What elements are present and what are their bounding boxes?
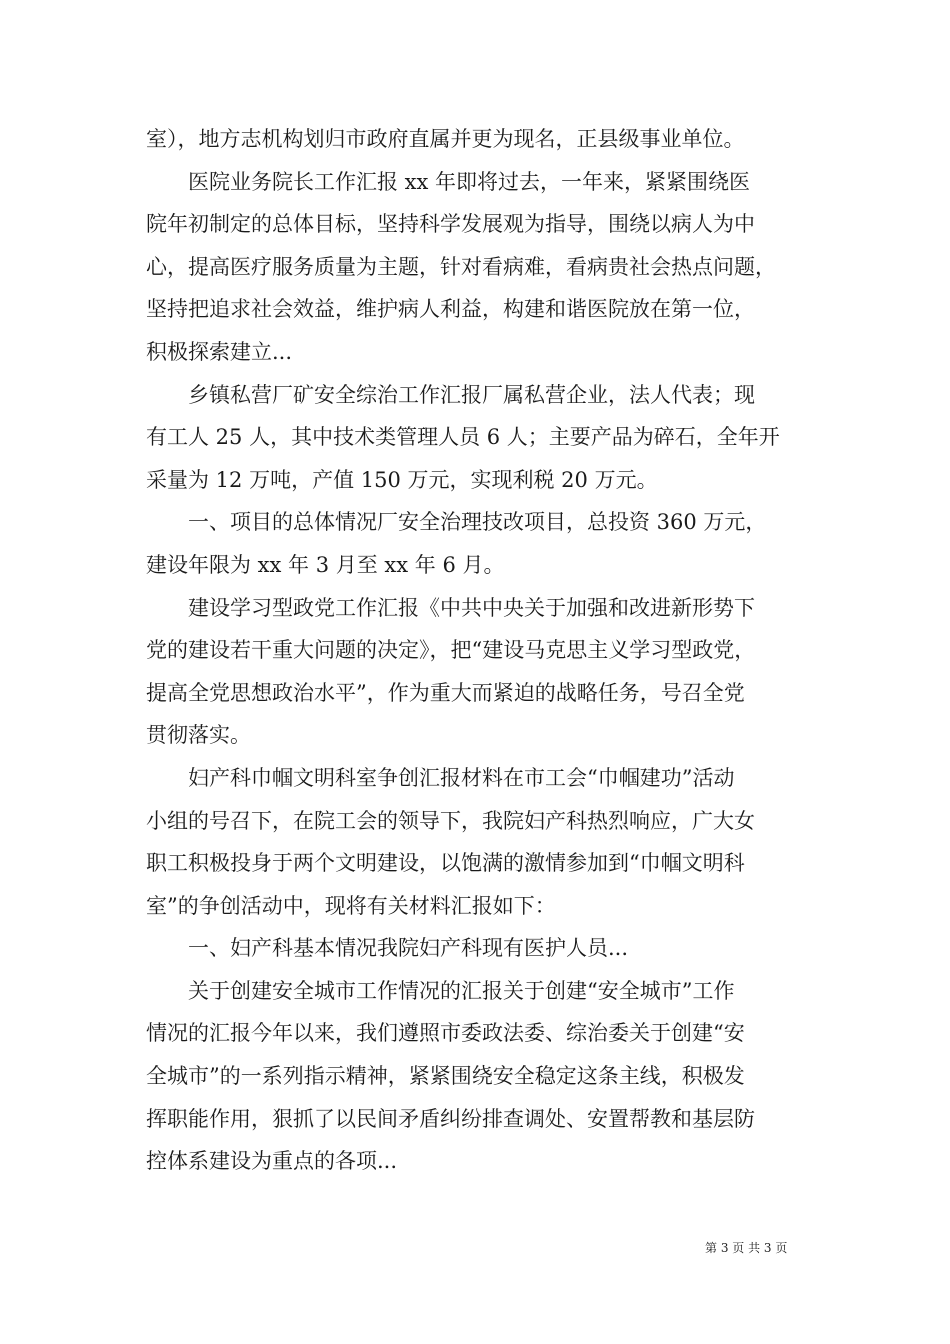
text-line: 建设年限为 xx 年 3 月至 xx 年 6 月。: [146, 552, 505, 577]
text-line: 乡镇私营厂矿安全综治工作汇报厂属私营企业，法人代表；现: [146, 382, 755, 407]
text-line: 职工积极投身于两个文明建设，以饱满的激情参加到“巾帼文明科: [146, 851, 745, 876]
text-line: 全城市”的一系列指示精神，紧紧围绕安全稳定这条主线，积极发: [146, 1064, 745, 1089]
text-line: 院年初制定的总体目标，坚持科学发展观为指导，围绕以病人为中: [146, 212, 755, 237]
text-line: 室），地方志机构划归市政府直属并更为现名，正县级事业单位。: [146, 127, 745, 151]
text-line: 妇产科巾帼文明科室争创汇报材料在市工会“巾帼建功”活动: [146, 765, 735, 790]
text-line: 坚持把追求社会效益，维护病人利益，构建和谐医院放在第一位，: [146, 297, 755, 322]
text-line: 党的建设若干重大问题的决定》，把“建设马克思主义学习型政党，: [146, 638, 756, 663]
text-line: 有工人 25 人，其中技术类管理人员 6 人；主要产品为碎石，全年开: [146, 425, 780, 450]
text-line: 积极探索建立...: [146, 339, 293, 364]
text-line: 建设学习型政党工作汇报《中共中央关于加强和改进新形势下: [146, 595, 755, 620]
text-line: 贯彻落实。: [146, 723, 251, 748]
text-line: 室”的争创活动中，现将有关材料汇报如下：: [146, 893, 556, 918]
text-line: 挥职能作用，狠抓了以民间矛盾纠纷排查调处、安置帮教和基层防: [146, 1106, 755, 1131]
page-number: 第 3 页 共 3 页: [705, 1241, 788, 1255]
text-line: 心，提高医疗服务质量为主题，针对看病难，看病贵社会热点问题，: [146, 254, 776, 279]
text-line: 提高全党思想政治水平”，作为重大而紧迫的战略任务，号召全党: [146, 680, 745, 705]
document-body: [146, 118, 810, 1183]
text-line: 控体系建设为重点的各项...: [146, 1149, 398, 1174]
text-line: 采量为 12 万吨，产值 150 万元，实现利税 20 万元。: [146, 467, 658, 492]
text-line: 小组的号召下，在院工会的领导下，我院妇产科热烈响应，广大女: [146, 808, 755, 833]
text-line: 情况的汇报今年以来，我们遵照市委政法委、综治委关于创建“安: [146, 1021, 745, 1046]
text-line: 一、项目的总体情况厂安全治理技改项目，总投资 360 万元，: [146, 510, 767, 535]
text-line: 医院业务院长工作汇报 xx 年即将过去，一年来，紧紧围绕医: [146, 169, 751, 194]
text-line: 关于创建安全城市工作情况的汇报关于创建“安全城市”工作: [146, 978, 735, 1003]
text-line: 一、妇产科基本情况我院妇产科现有医护人员...: [146, 936, 629, 961]
